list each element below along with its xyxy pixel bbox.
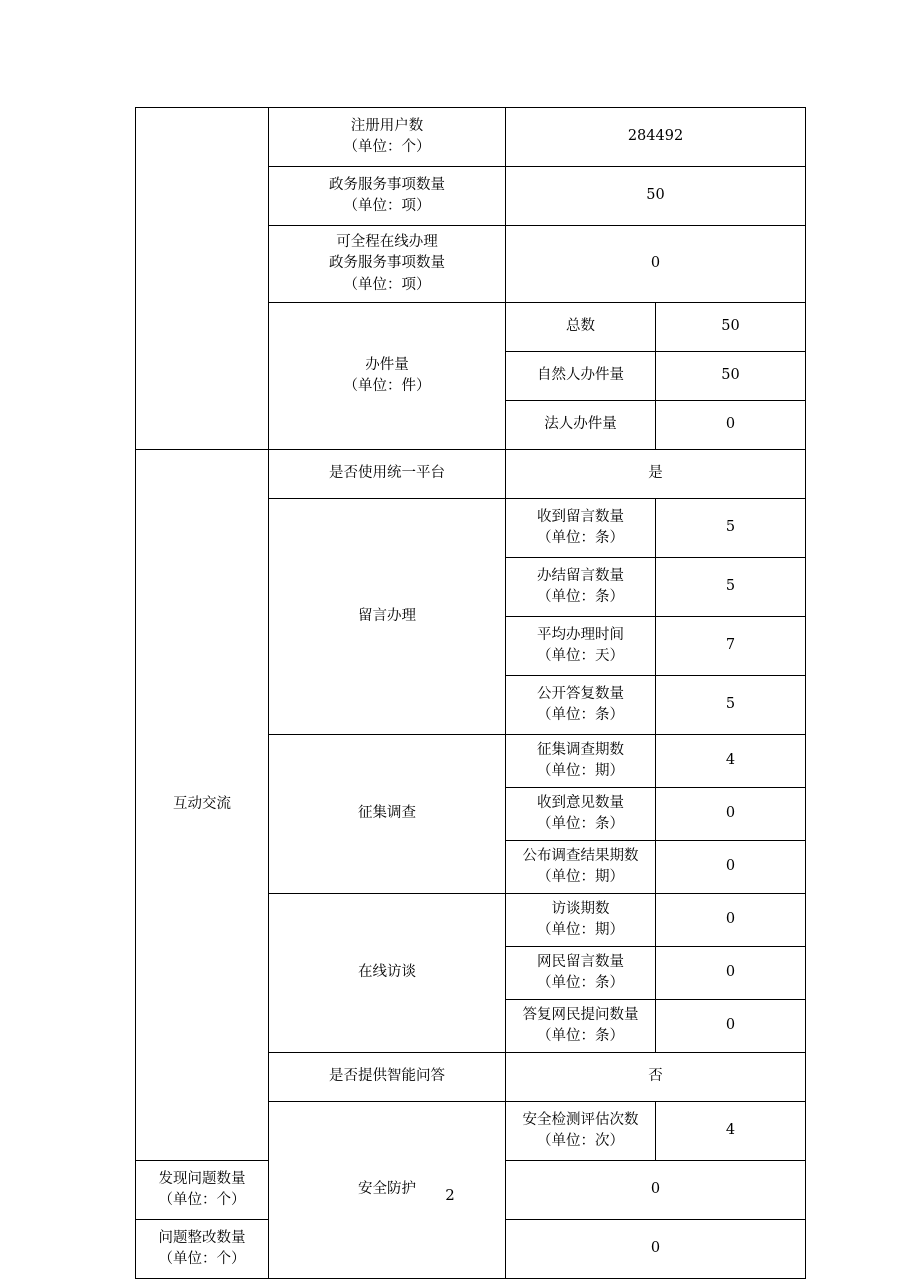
item-cell-message-handling: 留言办理	[269, 499, 506, 735]
value-cell-messages-received: 5	[656, 499, 806, 558]
value-cell-service-items-count: 50	[506, 167, 806, 226]
item-label: 安全检测评估次数	[522, 1111, 639, 1128]
item-unit: （单位：项）	[343, 276, 431, 293]
sub-item-survey-sessions	[506, 735, 656, 788]
sub-item-label: 平均办理时间	[537, 626, 624, 643]
item-unit: （单位：项）	[343, 198, 431, 214]
value-cell-netizen-messages: 0	[656, 947, 806, 1000]
value-cell-legal-person: 0	[656, 401, 806, 450]
sub-item-label: 公布调查结果期数	[522, 847, 639, 864]
value-cell-published-results: 0	[656, 841, 806, 894]
item-label: 政务服务事项数量	[329, 176, 445, 193]
item-unit: （单位：个）	[158, 1192, 246, 1208]
sub-item-total: 总数	[506, 303, 656, 352]
value-cell-answered-questions: 0	[656, 1000, 806, 1053]
value-cell-messages-completed: 5	[656, 558, 806, 617]
sub-item-interview-sessions	[506, 894, 656, 947]
item-unit: （单位：个）	[343, 139, 431, 155]
value-cell-smart-qa: 否	[506, 1053, 806, 1102]
sub-item-label: 办结留言数量	[537, 567, 624, 584]
value-cell-issues-fixed: 0	[506, 1220, 806, 1279]
sub-item-opinions-received	[506, 788, 656, 841]
item-unit: （单位：次）	[537, 1133, 624, 1149]
value-cell-interview-sessions: 0	[656, 894, 806, 947]
item-cell-surveys: 征集调查	[269, 735, 506, 894]
value-cell-survey-sessions: 4	[656, 735, 806, 788]
sub-item-unit: （单位：期）	[537, 763, 624, 779]
item-cell-fully-online-items	[269, 226, 506, 303]
sub-item-unit: （单位：条）	[537, 707, 624, 723]
sub-item-label: 公开答复数量	[537, 685, 624, 702]
item-cell-security-assessments	[506, 1102, 656, 1161]
item-label: 办件量	[365, 356, 409, 373]
item-label-line2: 政务服务事项数量	[329, 255, 445, 272]
item-label-line1: 可全程在线办理	[336, 234, 438, 251]
category-cell-blank	[136, 108, 269, 450]
sub-item-unit: （单位：条）	[537, 589, 624, 605]
item-label: 问题整改数量	[158, 1229, 246, 1246]
sub-item-unit: （单位：条）	[537, 975, 624, 991]
sub-item-label: 收到留言数量	[537, 508, 624, 525]
sub-item-published-results	[506, 841, 656, 894]
category-cell-security: 安全防护	[269, 1102, 506, 1279]
sub-item-messages-received	[506, 499, 656, 558]
sub-item-unit: （单位：条）	[537, 530, 624, 546]
value-cell-natural-person: 50	[656, 352, 806, 401]
item-cell-transaction-volume	[269, 303, 506, 450]
sub-item-label: 答复网民提问数量	[522, 1006, 639, 1023]
sub-item-unit: （单位：天）	[537, 648, 624, 664]
table-row	[136, 108, 806, 167]
sub-item-unit: （单位：期）	[537, 922, 624, 938]
value-cell-opinions-received: 0	[656, 788, 806, 841]
sub-item-netizen-messages	[506, 947, 656, 1000]
item-label: 注册用户数	[350, 117, 424, 134]
item-cell-unified-platform: 是否使用统一平台	[269, 450, 506, 499]
sub-item-public-replies	[506, 676, 656, 735]
value-cell-unified-platform: 是	[506, 450, 806, 499]
government-website-annual-report-table	[135, 107, 806, 1279]
sub-item-average-handling-time	[506, 617, 656, 676]
item-cell-service-items-count	[269, 167, 506, 226]
item-cell-registered-users	[269, 108, 506, 167]
sub-item-messages-completed	[506, 558, 656, 617]
sub-item-natural-person: 自然人办件量	[506, 352, 656, 401]
sub-item-unit: （单位：条）	[537, 816, 624, 832]
item-cell-smart-qa: 是否提供智能问答	[269, 1053, 506, 1102]
item-unit: （单位：件）	[343, 378, 431, 394]
value-cell-issues-found: 0	[506, 1161, 806, 1220]
sub-item-label: 征集调查期数	[537, 741, 624, 758]
sub-item-answered-questions	[506, 1000, 656, 1053]
category-cell-interaction: 互动交流	[136, 450, 269, 1161]
page-number: 2	[445, 1186, 455, 1204]
value-cell-total: 50	[656, 303, 806, 352]
value-cell-average-handling-time: 7	[656, 617, 806, 676]
value-cell-registered-users: 284492	[506, 108, 806, 167]
item-cell-issues-fixed	[136, 1220, 269, 1279]
sub-item-label: 网民留言数量	[537, 953, 624, 970]
item-label: 发现问题数量	[158, 1170, 246, 1187]
sub-item-label: 访谈期数	[551, 900, 610, 917]
value-cell-security-assessments: 4	[656, 1102, 806, 1161]
value-cell-fully-online-items: 0	[506, 226, 806, 303]
table-row	[136, 450, 806, 499]
item-unit: （单位：个）	[158, 1251, 246, 1267]
item-cell-online-interviews: 在线访谈	[269, 894, 506, 1053]
sub-item-unit: （单位：期）	[537, 869, 624, 885]
sub-item-label: 收到意见数量	[537, 794, 624, 811]
report-table-container	[135, 107, 790, 1279]
sub-item-unit: （单位：条）	[537, 1028, 624, 1044]
value-cell-public-replies: 5	[656, 676, 806, 735]
sub-item-legal-person: 法人办件量	[506, 401, 656, 450]
